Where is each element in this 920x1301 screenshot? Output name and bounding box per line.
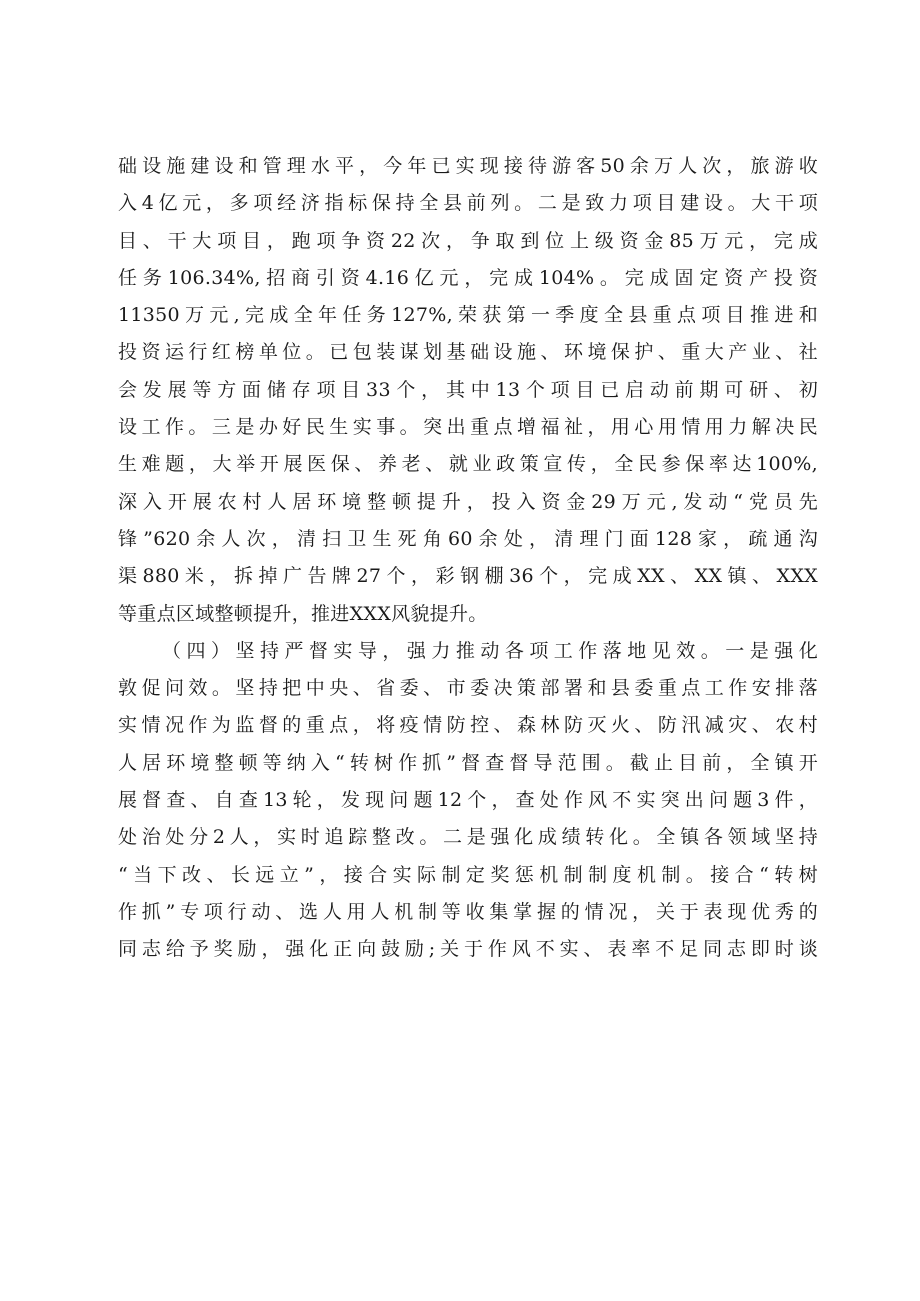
- text-line: 处治处分2人，实时追踪整改。二是强化成绩转化。全镇各领域坚持: [118, 826, 818, 849]
- text-line: 渠880米，拆掉广告牌27个，彩钢棚36个，完成XX、XX镇、XXX: [118, 565, 818, 588]
- text-line: 等重点区域整顿提升，推进XXX风貌提升。: [118, 602, 488, 625]
- text-line: 同志给予奖励，强化正向鼓励;关于作风不实、表率不足同志即时谈: [118, 938, 818, 961]
- text-line: “当下改、长远立”，接合实际制定奖惩机制制度机制。接合“转树: [118, 863, 818, 886]
- text-line: 敦促问效。坚持把中央、省委、市委决策部署和县委重点工作安排落: [118, 677, 818, 700]
- text-line: 会发展等方面储存项目33个，其中13个项目已启动前期可研、初: [118, 378, 818, 401]
- text-line: 目、干大项目，跑项争资22次，争取到位上级资金85万元，完成: [118, 229, 818, 252]
- section-heading-line: （四）坚持严督实导，强力推动各项工作落地见效。一是强化: [162, 639, 818, 662]
- text-line: 11350万元,完成全年任务127%,荣获第一季度全县重点项目推进和: [118, 304, 818, 327]
- text-line: 生难题，大举开展医保、养老、就业政策宣传，全民参保率达100%,: [118, 453, 818, 476]
- text-line: 础设施建设和管理水平，今年已实现接待游客50余万人次，旅游收: [118, 155, 818, 177]
- text-line: 作抓”专项行动、选人用人机制等收集掌握的情况，关于表现优秀的: [118, 900, 818, 923]
- text-line: 投资运行红榜单位。已包装谋划基础设施、环境保护、重大产业、社: [118, 341, 818, 364]
- text-line: 入4亿元，多项经济指标保持全县前列。二是致力项目建设。大干项: [118, 192, 818, 215]
- text-line: 设工作。三是办好民生实事。突出重点增福祉，用心用情用力解决民: [118, 416, 818, 439]
- text-line: 人居环境整顿等纳入“转树作抓”督查督导范围。截止目前，全镇开: [118, 751, 818, 774]
- body-text: [118, 148, 818, 969]
- text-line: 深入开展农村人居环境整顿提升，投入资金29万元,发动“党员先: [118, 490, 818, 513]
- text-line: 实情况作为监督的重点，将疫情防控、森林防灭火、防汛减灾、农村: [118, 714, 818, 737]
- text-line: 任务106.34%,招商引资4.16亿元，完成104%。完成固定资产投资: [118, 266, 818, 289]
- text-line: 锋”620余人次，清扫卫生死角60余处，清理门面128家，疏通沟: [118, 527, 818, 550]
- text-line: 展督查、自查13轮，发现问题12个，查处作风不实突出问题3件，: [118, 789, 818, 812]
